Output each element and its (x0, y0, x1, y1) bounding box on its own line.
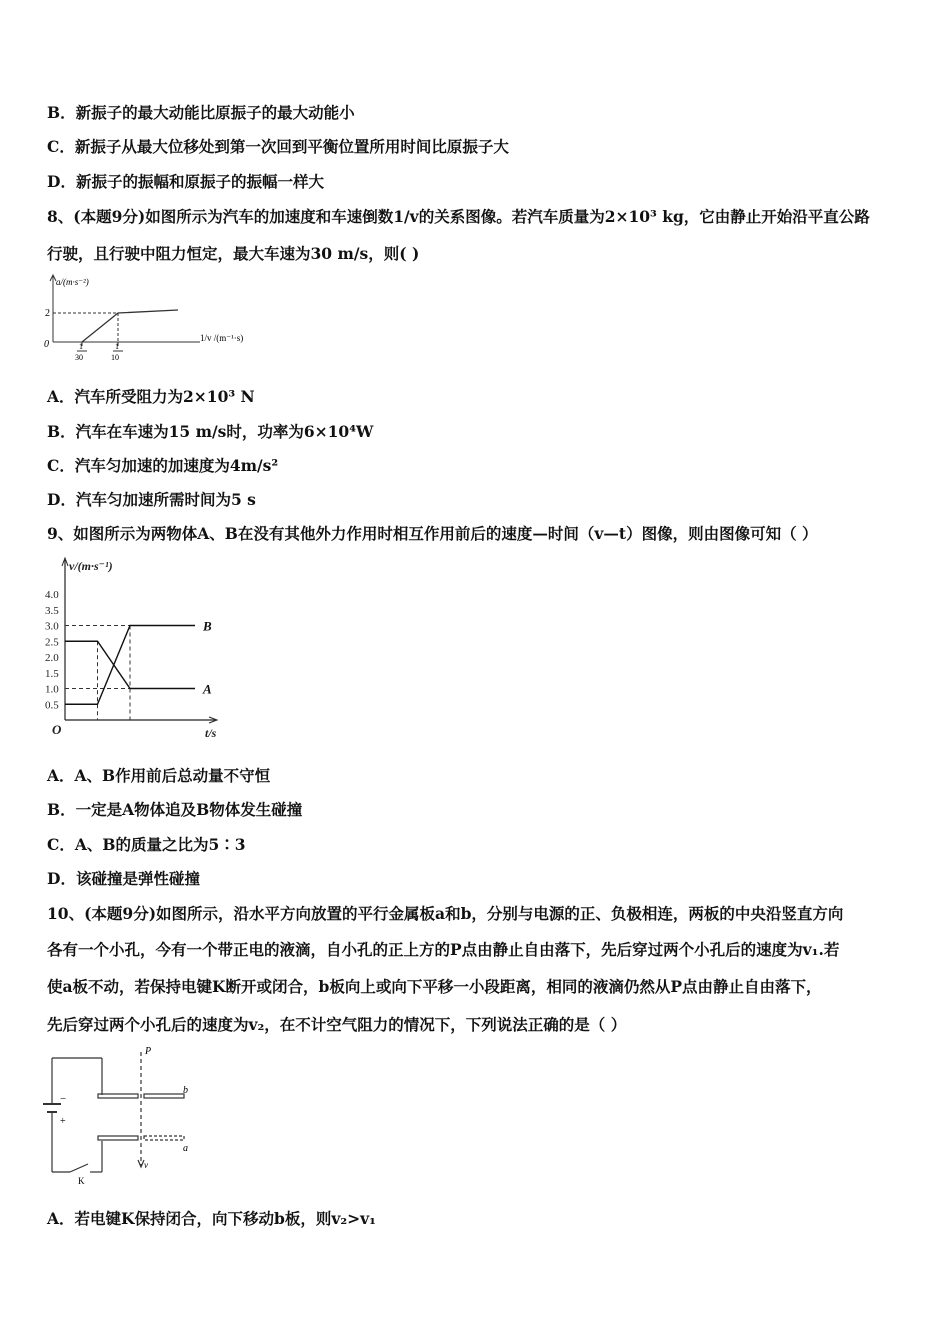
q9-y-tick-label: 2.5 (45, 636, 59, 649)
q10-circuit-diagram (40, 1038, 210, 1188)
q8-ylabel: a/(m·s⁻²) (56, 277, 89, 287)
q9-y-tick-label: 3.5 (45, 604, 59, 617)
q10-plate-a-right (144, 1136, 184, 1140)
q8-xtick1-num: 1 (79, 342, 83, 351)
q9-option-d: D．该碰撞是弹性碰撞 (47, 869, 200, 888)
q8-xlabel: 1/v /(m⁻¹·s) (200, 333, 244, 343)
q7-option-b: B．新振子的最大动能比原振子的最大动能小 (47, 103, 355, 122)
q10-option-a: A．若电键K保持闭合，向下移动b板，则v₂>v₁ (47, 1209, 376, 1228)
q8-xtick1-den: 30 (75, 353, 83, 362)
q10-plus-label: + (60, 1116, 66, 1127)
q10-stem-line2: 各有一个小孔，今有一个带正电的液滴，自小孔的正上方的P点由静止自由落下，先后穿过两个小孔后的速度为v₁.若 (47, 940, 840, 959)
q8-xtick2-den: 10 (111, 353, 119, 362)
q9-y-tick-label: 0.5 (45, 699, 59, 712)
q9-origin: O (52, 722, 62, 737)
q8-option-d: D．汽车匀加速所需时间为5 s (47, 490, 256, 509)
q10-stem-line4: 先后穿过两个小孔后的速度为v₂，在不计空气阻力的情况下，下列说法正确的是（ ） (47, 1015, 627, 1034)
q8-option-a: A．汽车所受阻力为2×10³ N (47, 387, 255, 406)
q7-option-c: C．新振子从最大位移处到第一次回到平衡位置所用时间比原振子大 (47, 137, 509, 156)
q9-series-a-label: A (203, 681, 212, 697)
q7-option-d: D．新振子的振幅和原振子的振幅一样大 (47, 172, 324, 191)
q9-stem: 9、如图所示为两物体A、B在没有其他外力作用时相互作用前后的速度—时间（v—t）图像，则由图像可知（ ） (47, 524, 818, 543)
q8-origin: 0 (44, 339, 49, 350)
q9-xlabel: t/s (205, 726, 217, 740)
q9-vt-chart (40, 552, 240, 740)
q10-plate-b-right (144, 1094, 184, 1098)
q10-plate-b-left (98, 1094, 138, 1098)
q8-graph-line (82, 310, 178, 342)
q9-option-a: A．A、B作用前后总动量不守恒 (47, 766, 271, 785)
q9-series-b-label: B (203, 618, 212, 634)
q10-stem-line1: 10、(本题9分)如图所示，沿水平方向放置的平行金属板a和b，分别与电源的正、负极相连，两板的中央沿竖直方向 (47, 904, 844, 923)
q10-switch-k (70, 1164, 88, 1172)
q10-a-label: a (183, 1143, 188, 1154)
q10-b-label: b (183, 1085, 188, 1096)
q10-p-label: P (145, 1046, 152, 1057)
q10-stem-line3: 使a板不动，若保持电键K断开或闭合，b板向上或向下平移一小段距离，相同的液滴仍然从P点由静止自由落下， (47, 977, 822, 996)
q10-minus-label: − (60, 1093, 67, 1105)
q9-option-b: B．一定是A物体追及B物体发生碰撞 (47, 800, 303, 819)
q9-y-tick-label: 3.0 (45, 620, 59, 633)
q9-y-tick-label: 2.0 (45, 652, 59, 664)
q10-k-label: K (78, 1176, 85, 1186)
q8-stem-line2: 行驶，且行驶中阻力恒定，最大车速为30 m/s，则( ) (47, 244, 420, 263)
q9-option-c: C．A、B的质量之比为5∶3 (47, 835, 246, 854)
q9-ylabel: v/(m·s⁻¹) (69, 559, 113, 573)
q8-graph (40, 272, 260, 368)
q9-y-tick-label: 4.0 (45, 589, 59, 601)
q8-option-c: C．汽车匀加速的加速度为4m/s² (47, 456, 279, 475)
q8-option-b: B．汽车在车速为15 m/s时，功率为6×10⁴W (47, 422, 374, 441)
q10-v-label: v (144, 1160, 148, 1170)
q8-xtick2-num: 1 (115, 342, 119, 351)
q9-y-tick-label: 1.0 (45, 683, 59, 696)
q9-y-tick-label: 1.5 (45, 667, 59, 680)
q10-plate-a-left (98, 1136, 138, 1140)
q8-stem-line1: 8、(本题9分)如图所示为汽车的加速度和车速倒数1/v的关系图像。若汽车质量为2×10³ kg，它由静止开始沿平直公路 (47, 207, 870, 226)
q8-y-tick: 2 (45, 308, 50, 319)
